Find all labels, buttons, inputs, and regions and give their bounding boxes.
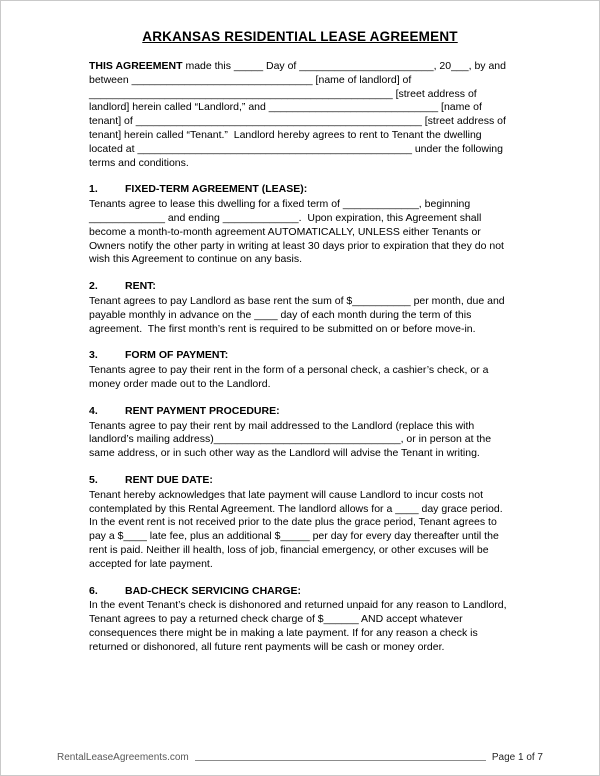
section-form-of-payment-number: 3. <box>89 349 98 362</box>
section-rent-payment-procedure-number: 4. <box>89 404 98 417</box>
section-rent-due-date-title: RENT DUE DATE: <box>125 473 213 486</box>
section-rent-due-date-heading <box>89 474 511 488</box>
section-fixed-term-number: 1. <box>89 183 98 196</box>
intro-lead-text: THIS AGREEMENT <box>89 60 183 72</box>
section-rent-payment-procedure-heading <box>89 405 511 419</box>
section-form-of-payment-title: FORM OF PAYMENT: <box>125 349 229 362</box>
section-rent-title: RENT: <box>125 280 156 293</box>
section-bad-check-charge <box>89 585 511 655</box>
section-rent-body: Tenant agrees to pay Landlord as base rent the sum of $__________ per month, due and payable monthly in advance on the ____ day of each month during the term of this agreement. The first month’s rent is required to be submitted on or before move-in. <box>89 294 508 335</box>
page-footer <box>57 752 543 764</box>
section-fixed-term-heading <box>89 183 511 197</box>
section-rent-due-date <box>89 474 511 572</box>
section-bad-check-charge-body: In the event Tenant’s check is dishonored and returned unpaid for any reason to Landlord, Tenant agrees to pay a returned check charge of $______ AND accept whatever consequences there might be in making a late payment. If for any reason a check is returned or dishonored, all future rent payments will be cash or money order. <box>89 599 510 653</box>
footer-page-number: Page 1 of 7 <box>491 752 543 763</box>
document-title: ARKANSAS RESIDENTIAL LEASE AGREEMENT <box>142 29 458 44</box>
footer-site-link[interactable]: RentalLeaseAgreements.com <box>57 752 189 763</box>
section-rent-heading <box>89 280 511 294</box>
section-form-of-payment-body: Tenants agree to pay their rent in the form of a personal check, a cashier’s check, or a money order made out to the Landlord. <box>89 364 492 390</box>
section-rent-payment-procedure <box>89 405 511 461</box>
section-fixed-term-title: FIXED-TERM AGREEMENT (LEASE): <box>125 183 308 196</box>
section-bad-check-charge-title: BAD-CHECK SERVICING CHARGE: <box>125 584 301 597</box>
section-form-of-payment <box>89 349 511 391</box>
intro-paragraph <box>89 60 511 170</box>
section-rent-payment-procedure-body: Tenants agree to pay their rent by mail addressed to the Landlord (replace this with landlord’s mailing address)________________________________, or in person at the same address, or in such other way as the Landlord will advise the Tenant in writing. <box>89 419 494 460</box>
section-rent <box>89 280 511 336</box>
section-bad-check-charge-number: 6. <box>89 584 98 597</box>
section-fixed-term-body: Tenants agree to lease this dwelling for a fixed term of _____________, beginning _____________ and ending _____________. Upon expiration, this Agreement shall become a month-to-month agreement AUTOMATICALLY, UNLESS either Tenants or Owners notify the other party in writing at least 30 days prior to expiration that they do not wish this Agreement to continue on any basis. <box>89 198 507 266</box>
section-rent-payment-procedure-title: RENT PAYMENT PROCEDURE: <box>125 404 280 417</box>
section-rent-due-date-number: 5. <box>89 473 98 486</box>
section-rent-due-date-body: Tenant hereby acknowledges that late payment will cause Landlord to incur costs not contemplated by this Rental Agreement. The landlord allows for a ____ day grace period. In the event rent is not received prior to the date plus the grace period, Tenant agrees to pay a $____ late fee, plus an additional $_____ per day for every day thereafter until the rent is paid. Neither ill health, loss of job, financial emergency, or other excuses will be accepted for late payment. <box>89 488 506 570</box>
section-rent-number: 2. <box>89 280 98 293</box>
section-bad-check-charge-heading <box>89 585 511 599</box>
footer-divider-line <box>195 760 486 761</box>
intro-body-text: made this _____ Day of _______________________, 20___, by and between _______________________________ [name of landlord] of ____________________________________________________ [street address of landlord] herein called “Landlord,” and _____________________________ [name of tenant] of _________________________________________________ [street address of tenant] herein called “Tenant.” Landlord hereby agrees to rent to Tenant the dwelling located at _______________________________________________ under the following terms and conditions. <box>89 60 509 169</box>
section-form-of-payment-heading <box>89 349 511 363</box>
section-fixed-term <box>89 183 511 267</box>
